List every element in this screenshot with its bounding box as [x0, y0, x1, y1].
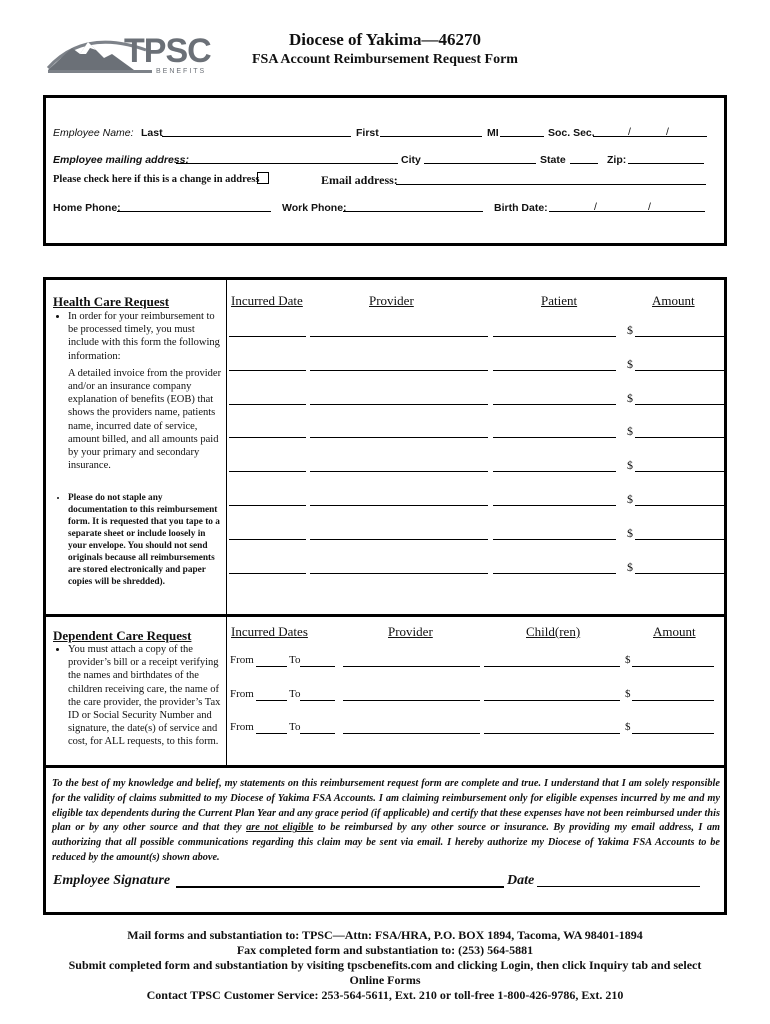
address-change-checkbox[interactable]	[257, 172, 269, 184]
dep-children-field[interactable]	[484, 733, 620, 734]
health-provider-field[interactable]	[310, 539, 488, 540]
health-patient-field[interactable]	[493, 404, 616, 405]
health-provider-field[interactable]	[310, 573, 488, 574]
employee-name-label: Employee Name:	[53, 127, 134, 139]
health-amount-field[interactable]	[635, 404, 724, 405]
dep-col-provider: Provider	[388, 624, 433, 639]
dep-amount-field[interactable]	[632, 700, 714, 701]
footer-fax: Fax completed form and substantiation to: (253) 564-5881	[236, 943, 534, 957]
health-bullet-1: In order for your reimbursement to be processed timely, you must include with this form the following information:	[68, 311, 220, 362]
currency-symbol: $	[625, 687, 631, 700]
health-patient-field[interactable]	[493, 505, 616, 506]
dep-from-field[interactable]	[256, 700, 287, 701]
last-name-field[interactable]	[162, 136, 351, 137]
employee-info-section	[43, 95, 727, 246]
health-col-incurred-date: Incurred Date	[231, 293, 303, 308]
dep-to-field[interactable]	[300, 666, 335, 667]
health-instructions	[52, 310, 224, 472]
city-field[interactable]	[424, 163, 536, 164]
birth-date-label: Birth Date:	[494, 202, 548, 214]
ssn-field[interactable]	[593, 136, 707, 137]
health-patient-field[interactable]	[493, 471, 616, 472]
zip-field[interactable]	[628, 163, 704, 164]
health-patient-field[interactable]	[493, 437, 616, 438]
health-provider-field[interactable]	[310, 505, 488, 506]
health-amount-field[interactable]	[635, 573, 724, 574]
from-label: From	[230, 721, 254, 733]
section-divider	[43, 614, 727, 617]
health-amount-field[interactable]	[635, 336, 724, 337]
health-provider-field[interactable]	[310, 404, 488, 405]
dependent-bullet: You must attach a copy of the provider’s bill or a receipt verifying the names and birthdates of the children receiving care, the name of the care provider, the provider’s Tax ID or Social Security Number and signature, the date(s) of service and cost, for ALL requests, to this form.	[68, 644, 221, 748]
health-bullet-2: Please do not staple any documentation to this reimbursement form. It is requested that you tape to a separate sheet or include loosely in your envelope. You should not send originals because all reimbursements are stored electronically and paper copies will be shredded).	[68, 493, 220, 587]
email-label: Email address:	[321, 173, 398, 187]
health-incurred-date-field[interactable]	[229, 336, 306, 337]
dependent-care-title: Dependent Care Request	[53, 628, 192, 643]
health-provider-field[interactable]	[310, 471, 488, 472]
dep-children-field[interactable]	[484, 700, 620, 701]
health-patient-field[interactable]	[493, 336, 616, 337]
dep-from-field[interactable]	[256, 733, 287, 734]
to-label: To	[289, 721, 301, 733]
dep-from-field[interactable]	[256, 666, 287, 667]
health-col-patient: Patient	[541, 293, 578, 308]
footer-contact: Contact TPSC Customer Service: 253-564-5611, Ext. 210 or toll-free 1-800-426-9786, Ext. 210	[146, 988, 624, 1002]
footer-mail: Mail forms and substantiation to: TPSC—Attn: FSA/HRA, P.O. BOX 1894, Tacoma, WA 98401-1894	[127, 928, 643, 942]
currency-symbol: $	[627, 356, 633, 371]
currency-symbol: $	[627, 323, 633, 337]
health-incurred-date-field[interactable]	[229, 471, 306, 472]
ssn-sep: /	[628, 126, 631, 138]
health-amount-field[interactable]	[635, 437, 724, 438]
dependent-instructions	[52, 643, 224, 749]
dep-col-amount: Amount	[653, 624, 696, 639]
certification-text	[52, 777, 720, 866]
page-title: Diocese of Yakima—46270	[288, 30, 481, 49]
health-patient-field[interactable]	[493, 370, 616, 371]
first-name-label: First	[356, 127, 379, 139]
health-patient-field[interactable]	[493, 573, 616, 574]
email-field[interactable]	[396, 184, 706, 185]
dep-amount-field[interactable]	[632, 666, 714, 667]
dep-to-field[interactable]	[300, 733, 335, 734]
health-provider-field[interactable]	[310, 370, 488, 371]
logo-brand: TPSC	[124, 32, 211, 70]
health-col-provider: Provider	[369, 293, 414, 308]
health-care-title: Health Care Request	[53, 294, 170, 309]
city-label: City	[401, 154, 421, 166]
cert-part-2: to be reimbursed by any other source or insurance. By providing my email address, I am authorizing that all possible communications regarding this claim may be sent via email. I hereby authorize my Diocese of Yakima FSA Accounts to be reduced by the amount(s) shown above.	[52, 822, 720, 863]
state-label: State	[540, 154, 566, 166]
health-amount-field[interactable]	[635, 505, 724, 506]
currency-symbol: $	[627, 424, 633, 439]
health-incurred-date-field[interactable]	[229, 370, 306, 371]
health-amount-field[interactable]	[635, 471, 724, 472]
currency-symbol: $	[625, 721, 631, 733]
dep-provider-field[interactable]	[343, 666, 480, 667]
health-amount-field[interactable]	[635, 539, 724, 540]
dep-amount-field[interactable]	[632, 733, 714, 734]
logo-sub: BENEFITS	[156, 68, 207, 75]
currency-symbol: $	[627, 458, 633, 473]
ssn-label: Soc. Sec.	[548, 127, 595, 139]
health-provider-field[interactable]	[310, 437, 488, 438]
work-phone-label: Work Phone:	[282, 202, 347, 214]
date-label: Date	[507, 873, 535, 888]
health-incurred-date-field[interactable]	[229, 505, 306, 506]
health-staple-note	[52, 492, 224, 588]
health-col-amount: Amount	[652, 293, 695, 308]
from-label: From	[230, 654, 254, 666]
zip-label: Zip:	[607, 154, 627, 166]
footer-online-forms: Online Forms	[349, 973, 421, 987]
footer-submit: Submit completed form and substantiation by visiting tpscbenefits.com and clicking Login, then click Inquiry tab and select	[68, 958, 702, 972]
from-label: From	[230, 687, 254, 700]
dep-col-children: Child(ren)	[526, 624, 581, 639]
cert-part-1: To the best of my knowledge and belief, my statements on this reimbursement request form are complete and true. I understand that I am solely responsible for the validity of claims submitted to my Diocese of Yakima FSA Accounts. I am claiming reimbursement only for eligible expenses incurred by me and my eligible tax dependents during the Current Plan Year and any grace period (if applicable) and certify that these expenses have not been reimbursed under this plan or by any other source and that they	[52, 778, 720, 834]
address-change-label: Please check here if this is a change in address	[53, 174, 260, 185]
home-phone-label: Home Phone:	[53, 202, 121, 214]
health-patient-field[interactable]	[493, 539, 616, 540]
dep-to-field[interactable]	[300, 700, 335, 701]
mi-label: MI	[487, 127, 499, 139]
birth-sep: /	[594, 201, 597, 213]
cert-not-eligible: are not eligible	[246, 822, 314, 834]
health-bullet-1b: A detailed invoice from the provider and/or an insurance company explanation of benefits (EOB) that shows the providers name, patients name, incurred date of service, amount billed, and all amounts paid by your primary and secondary insurance.	[68, 367, 222, 472]
birth-date-field[interactable]	[549, 211, 705, 212]
health-provider-field[interactable]	[310, 336, 488, 337]
dep-provider-field[interactable]	[343, 700, 480, 701]
home-phone-field[interactable]	[117, 211, 271, 212]
currency-symbol: $	[627, 492, 633, 506]
dep-provider-field[interactable]	[343, 733, 480, 734]
health-incurred-date-field[interactable]	[229, 437, 306, 438]
health-incurred-date-field[interactable]	[229, 573, 306, 574]
to-label: To	[289, 654, 301, 666]
mailing-address-label: Employee mailing address:	[53, 154, 189, 166]
signature-field[interactable]	[176, 886, 504, 888]
to-label: To	[289, 687, 301, 700]
dep-children-field[interactable]	[484, 666, 620, 667]
state-field[interactable]	[570, 163, 598, 164]
first-name-field[interactable]	[380, 136, 482, 137]
mi-field[interactable]	[500, 136, 544, 137]
birth-sep: /	[648, 201, 651, 213]
currency-symbol: $	[627, 525, 633, 540]
health-amount-field[interactable]	[635, 370, 724, 371]
column-divider	[226, 280, 227, 766]
currency-symbol: $	[627, 559, 633, 574]
signature-label: Employee Signature	[53, 873, 171, 888]
page-subtitle: FSA Account Reimbursement Request Form	[252, 52, 518, 67]
ssn-sep: /	[666, 126, 669, 138]
work-phone-field[interactable]	[343, 211, 483, 212]
dep-col-incurred-dates: Incurred Dates	[231, 624, 308, 639]
last-name-label: Last	[141, 127, 163, 139]
mailing-address-field[interactable]	[176, 163, 398, 164]
currency-symbol: $	[627, 390, 633, 405]
currency-symbol: $	[625, 654, 631, 666]
date-field[interactable]	[537, 886, 700, 887]
health-incurred-date-field[interactable]	[229, 539, 306, 540]
section-divider	[43, 765, 727, 768]
health-incurred-date-field[interactable]	[229, 404, 306, 405]
